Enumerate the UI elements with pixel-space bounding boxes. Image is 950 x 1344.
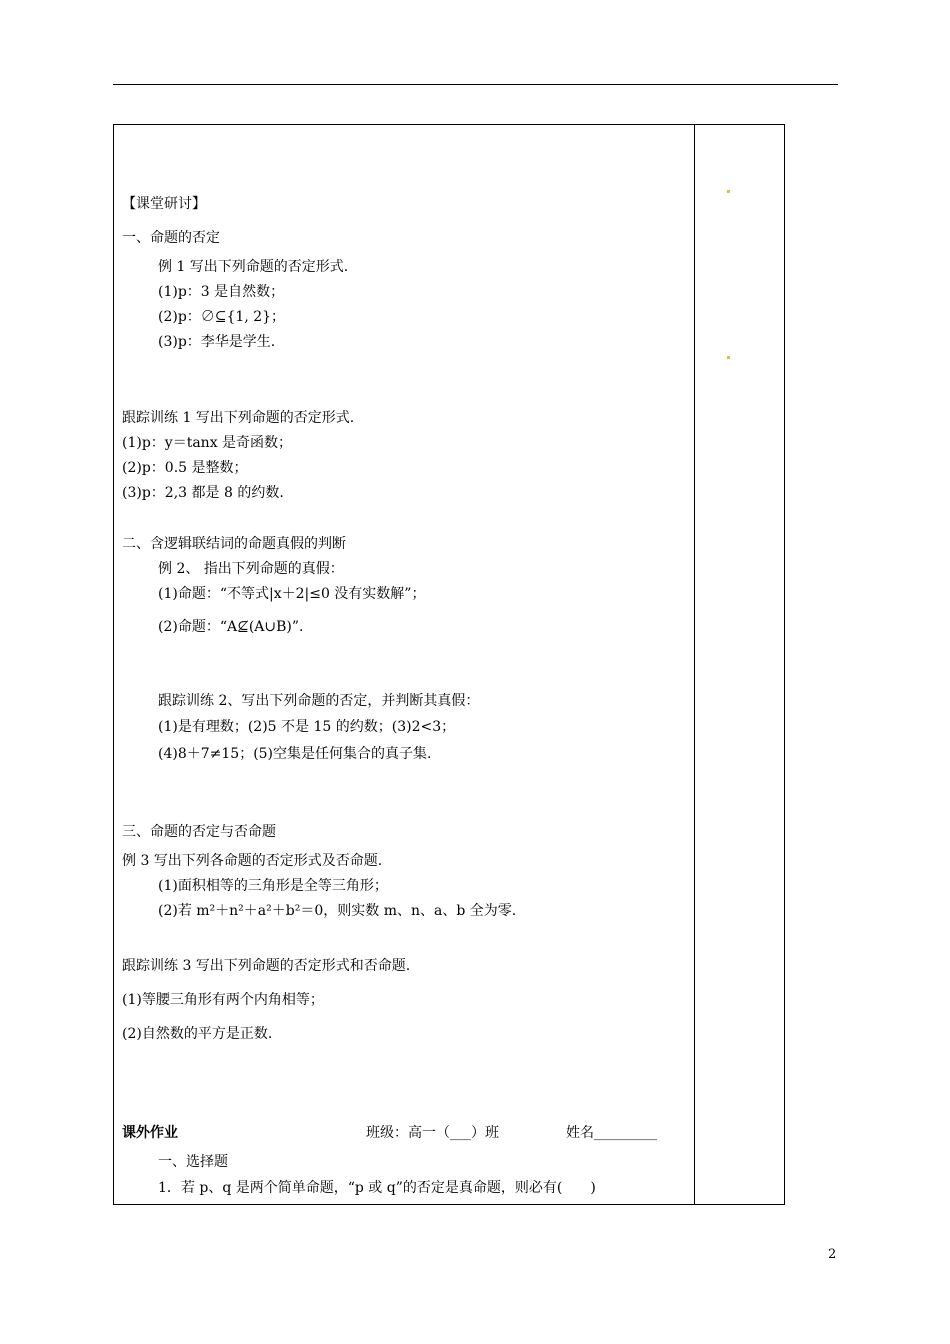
- part3-item: (2)若 m²＋n²＋a²＋b²＝0，则实数 m、n、a、b 全为零.: [158, 903, 517, 919]
- part3-item: (1)面积相等的三角形是全等三角形；: [158, 878, 388, 894]
- homework-title: 课外作业: [122, 1125, 178, 1141]
- class-blank: ___: [450, 1125, 471, 1141]
- column-divider: [694, 124, 695, 1205]
- class-field: [366, 1123, 499, 1143]
- part3-example: 例 3 写出下列各命题的否定形式及否命题.: [122, 853, 383, 869]
- part2-item: (2)命题：“A⊈(A∪B)”.: [158, 619, 304, 635]
- name-blank: _________: [594, 1125, 657, 1141]
- part2-item: (1)命题：“不等式|x＋2|≤0 没有实数解”；: [158, 586, 426, 602]
- homework-section: 一、选择题: [158, 1154, 228, 1170]
- class-label: 班级：高一（: [366, 1125, 450, 1141]
- drill3-item: (1)等腰三角形有两个内角相等；: [122, 992, 324, 1008]
- part1-item: (2)p：∅⊆{1, 2}；: [158, 309, 286, 325]
- part2-example: 例 2、 指出下列命题的真假：: [158, 561, 344, 577]
- part1-item: (3)p：李华是学生.: [158, 334, 276, 350]
- part1-heading: 一、命题的否定: [122, 230, 220, 246]
- margin-dot: [727, 190, 730, 193]
- drill1-item: (2)p：0.5 是整数；: [122, 460, 248, 476]
- section-title: 【课堂研讨】: [122, 196, 206, 212]
- class-suffix: ）班: [471, 1125, 499, 1141]
- part1-item: (1)p：3 是自然数；: [158, 284, 285, 300]
- part3-heading: 三、命题的否定与否命题: [122, 824, 276, 840]
- name-label: 姓名: [566, 1125, 594, 1141]
- header-rule: [113, 84, 838, 85]
- page-number: 2: [828, 1247, 837, 1262]
- drill2-item: (4)8＋7≠15；(5)空集是任何集合的真子集.: [158, 746, 432, 762]
- drill3-title: 跟踪训练 3 写出下列命题的否定形式和否命题.: [122, 958, 411, 974]
- part1-example: 例 1 写出下列命题的否定形式.: [158, 259, 349, 275]
- drill1-title: 跟踪训练 1 写出下列命题的否定形式.: [122, 410, 355, 426]
- drill2-item: (1)是有理数；(2)5 不是 15 的约数；(3)2<3；: [158, 719, 456, 735]
- drill3-item: (2)自然数的平方是正数.: [122, 1026, 273, 1042]
- part2-heading: 二、含逻辑联结词的命题真假的判断: [122, 536, 346, 552]
- margin-dot: [727, 356, 730, 359]
- drill1-item: (1)p：y＝tanx 是奇函数；: [122, 435, 293, 451]
- name-field: [566, 1123, 657, 1143]
- homework-question: 1．若 p、q 是两个简单命题，“p 或 q”的否定是真命题，则必有( ): [158, 1180, 596, 1196]
- drill2-title: 跟踪训练 2、写出下列命题的否定，并判断其真假：: [158, 693, 480, 709]
- drill1-item: (3)p：2,3 都是 8 的约数.: [122, 485, 284, 501]
